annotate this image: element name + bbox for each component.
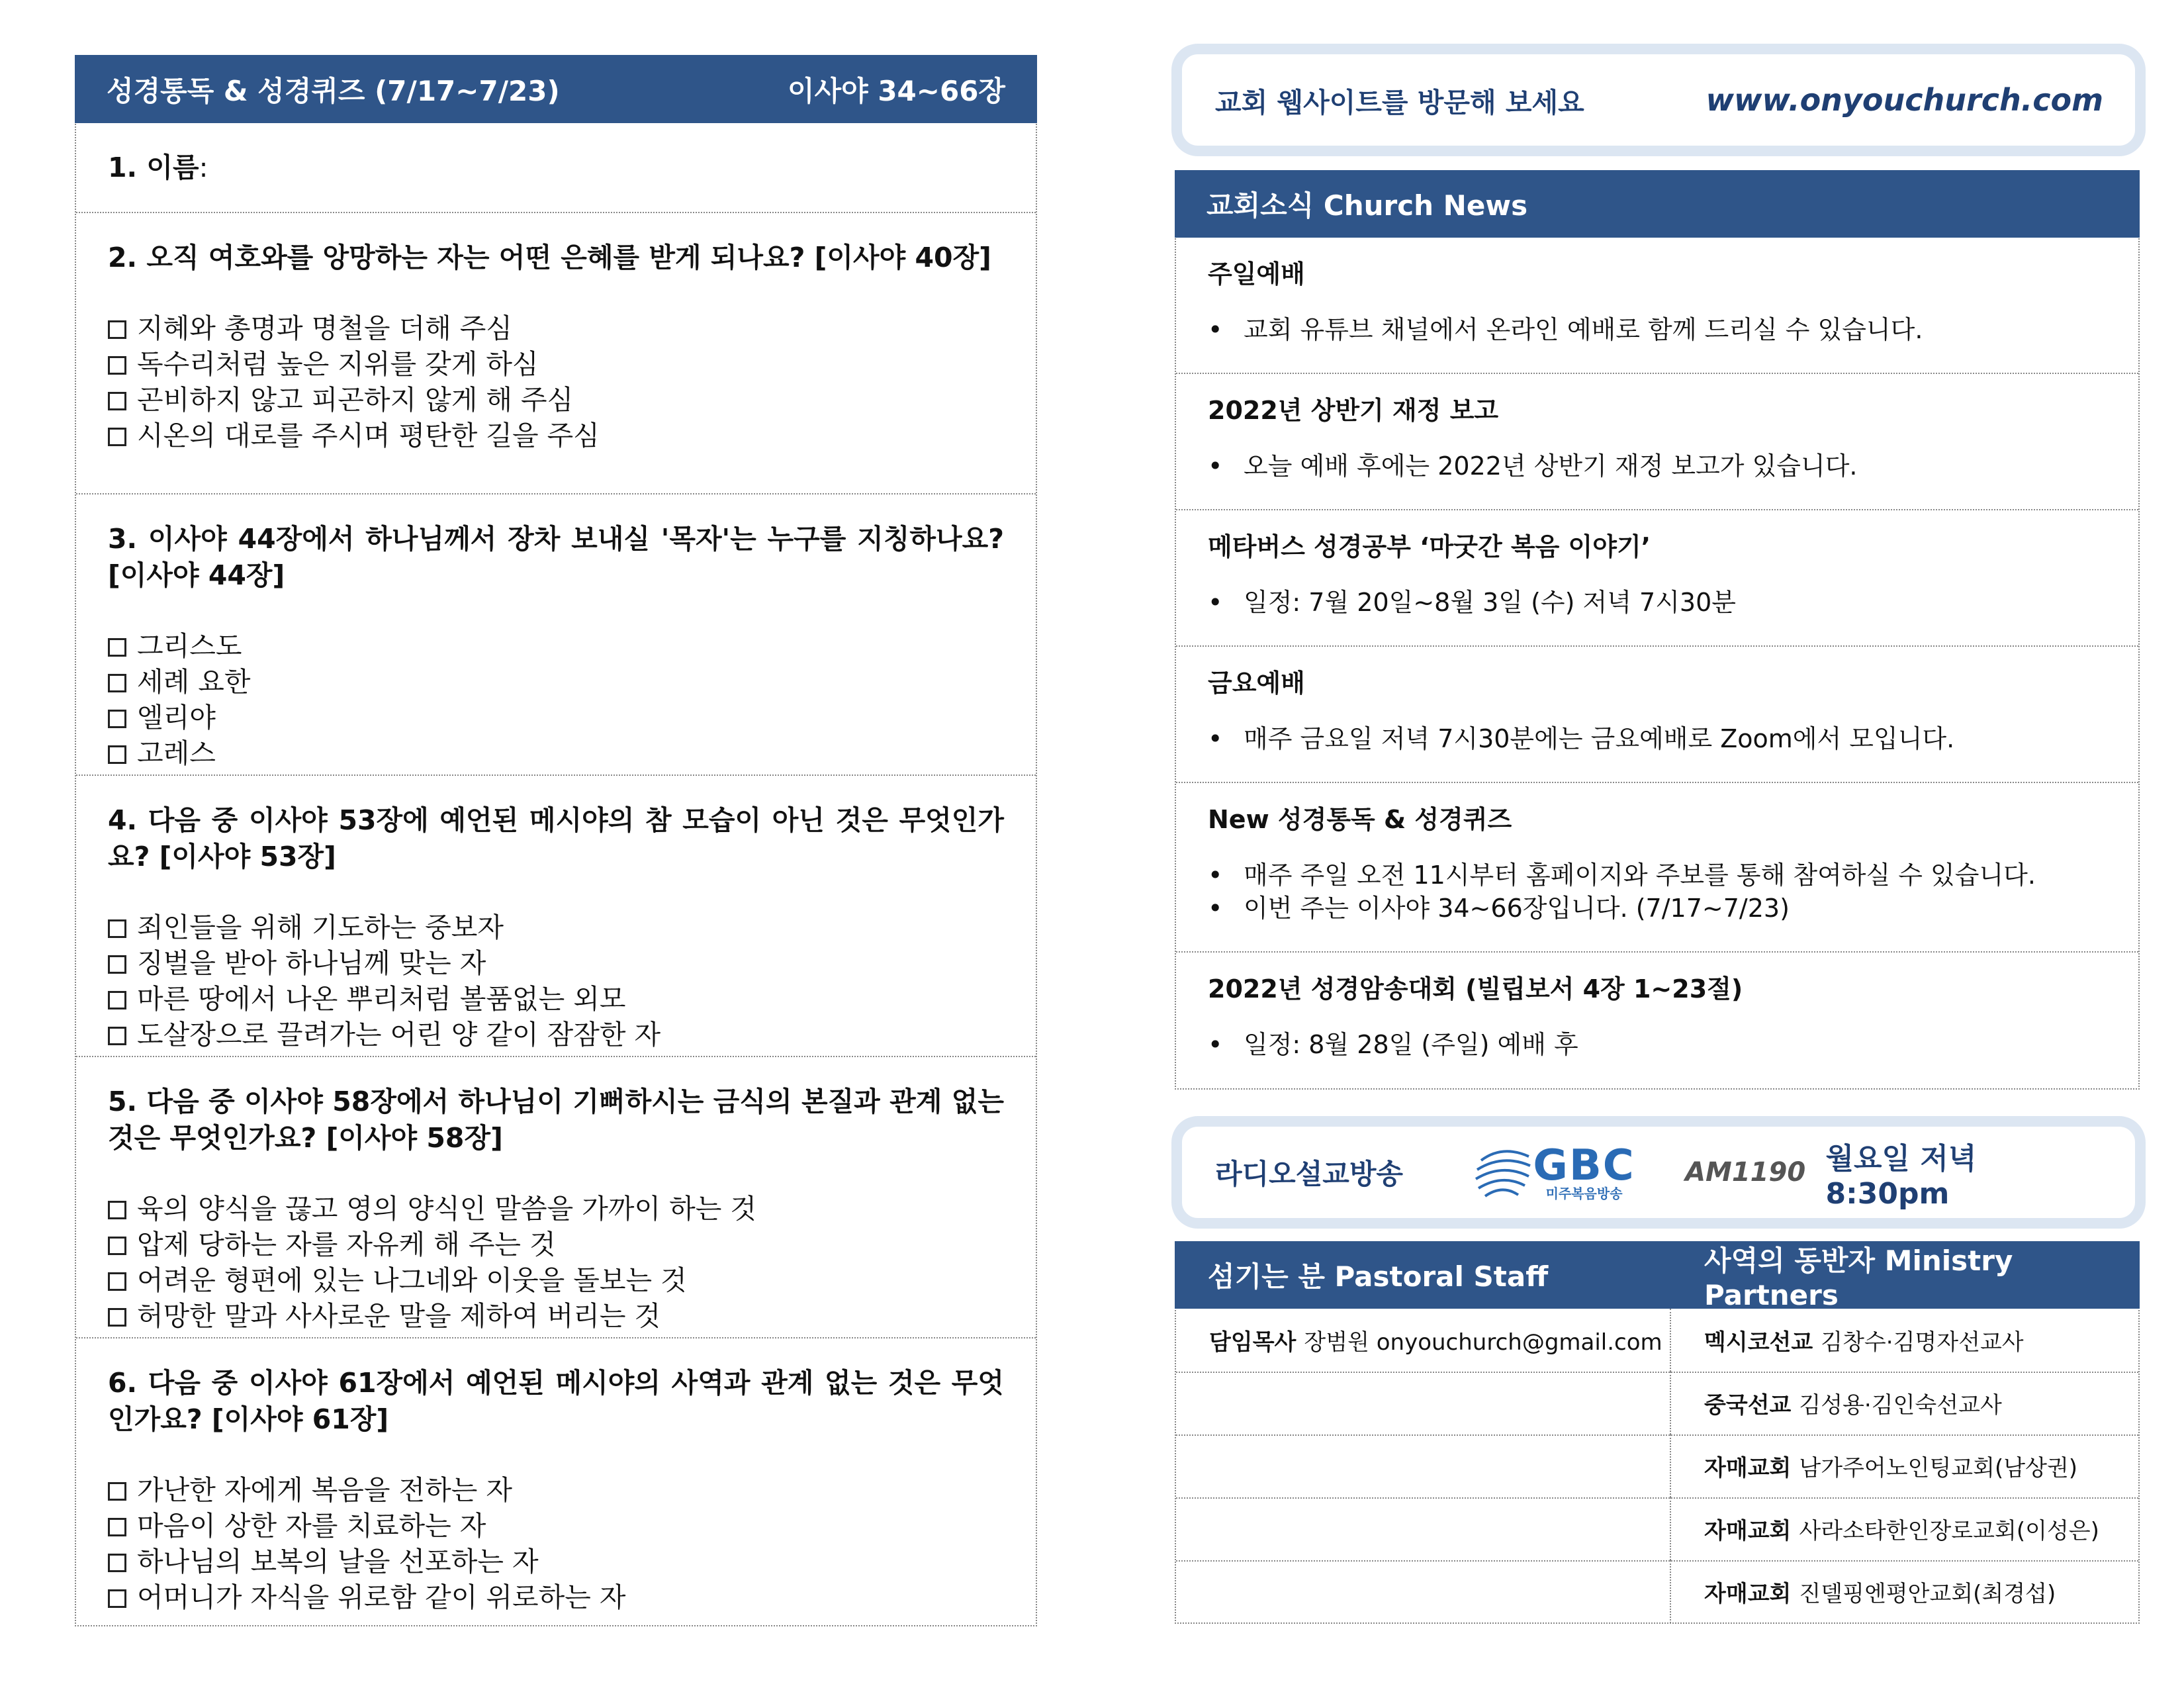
staff-table: [1175, 1241, 2140, 1624]
news-title: New 성경통독 & 성경퀴즈: [1208, 805, 1512, 834]
checkbox-icon[interactable]: [108, 356, 126, 375]
question-title: 3. 이사야 44장에서 하나님께서 장차 보내실 '목자'는 누구를 지칭하나요? [이사야 44장]: [108, 523, 1004, 591]
news-title: 금요예배: [1208, 669, 1305, 698]
answer-option[interactable]: 죄인들을 위해 기도하는 중보자: [108, 910, 1004, 945]
radio-frequency: AM1190: [1685, 1157, 1806, 1188]
answer-option[interactable]: 압제 당하는 자를 자유케 해 주는 것: [108, 1227, 1004, 1262]
answer-option[interactable]: 육의 양식을 끊고 영의 양식인 말씀을 가까이 하는 것: [108, 1191, 1004, 1227]
news-item: • 오늘 예배 후에는 2022년 상반기 재정 보고가 있습니다.: [1208, 449, 2107, 483]
answer-option[interactable]: 고레스: [108, 735, 1004, 771]
news-title: 2022년 성경암송대회 (빌립보서 4장 1~23절): [1208, 974, 1743, 1004]
name-field[interactable]: [76, 123, 1036, 213]
answer-option[interactable]: 그리스도: [108, 628, 1004, 664]
quiz-header: [75, 55, 1037, 123]
answer-option[interactable]: 엘리야: [108, 700, 1004, 735]
staff-cell: 담임목사 장범원 onyouchurch@gmail.com: [1176, 1309, 1671, 1372]
quiz-title: 성경통독 & 성경퀴즈 (7/17~7/23): [107, 74, 560, 107]
news-item: • 교회 유튜브 채널에서 온라인 예배로 함께 드리실 수 있습니다.: [1208, 313, 2107, 346]
staff-cell: [1176, 1372, 1671, 1434]
checkbox-icon[interactable]: [108, 745, 126, 764]
answer-option[interactable]: 도살장으로 끌려가는 어린 양 같이 잠잠한 자: [108, 1017, 1004, 1053]
question-title: 6. 다음 중 이사야 61장에서 예언된 메시야의 사역과 관계 없는 것은 무엇인가요? [이사야 61장]: [108, 1367, 1004, 1435]
answer-option[interactable]: 어려운 형편에 있는 나그네와 이웃을 돌보는 것: [108, 1262, 1004, 1298]
gbc-logo-subtitle: 미주복음방송: [1545, 1186, 1623, 1201]
news-title: 주일예배: [1208, 259, 1305, 289]
question-2: [76, 213, 1036, 494]
question-title: 2. 오직 여호와를 앙망하는 자는 어떤 은혜를 받게 되나요? [이사야 40장]: [108, 242, 991, 273]
news-item: • 매주 금요일 저녁 7시30분에는 금요예배로 Zoom에서 모입니다.: [1208, 722, 2107, 755]
bible-quiz-panel: [75, 55, 1037, 1626]
news-section: [1176, 238, 2138, 374]
checkbox-icon[interactable]: [108, 919, 126, 938]
staff-header: [1175, 1241, 2140, 1309]
checkbox-icon[interactable]: [108, 1518, 126, 1536]
answer-option[interactable]: 가난한 자에게 복음을 전하는 자: [108, 1472, 1004, 1508]
answer-option[interactable]: 독수리처럼 높은 지위를 갖게 하심: [108, 346, 1004, 382]
question-3: [76, 494, 1036, 776]
news-section: [1176, 953, 2138, 1088]
checkbox-icon[interactable]: [108, 1308, 126, 1327]
answer-option[interactable]: 하나님의 보복의 날을 선포하는 자: [108, 1544, 1004, 1579]
staff-cell: [1176, 1560, 1671, 1623]
staff-row: [1176, 1372, 2138, 1436]
news-item: • 이번 주는 이사야 34~66장입니다. (7/17~7/23): [1208, 892, 2107, 925]
church-news-panel: [1175, 170, 2140, 1090]
globe-icon: [1472, 1142, 1533, 1203]
ministry-partners-heading: 사역의 동반자 Ministry Partners: [1704, 1244, 2013, 1311]
partner-cell: 자매교회 남가주어노인팅교회(남상권): [1704, 1455, 2078, 1481]
staff-row: [1176, 1434, 2138, 1499]
question-title: 4. 다음 중 이사야 53장에 예언된 메시야의 참 모습이 아닌 것은 무엇인가요? [이사야 53장]: [108, 804, 1004, 872]
checkbox-icon[interactable]: [108, 991, 126, 1009]
radio-time: 월요일 저녁 8:30pm: [1825, 1141, 1977, 1211]
answer-option[interactable]: 허망한 말과 사사로운 말을 제하여 버리는 것: [108, 1298, 1004, 1334]
checkbox-icon[interactable]: [108, 320, 126, 339]
news-section: [1176, 647, 2138, 783]
answer-option[interactable]: 징벌을 받아 하나님께 맞는 자: [108, 945, 1004, 981]
question-5: [76, 1057, 1036, 1338]
answer-option[interactable]: 마른 땅에서 나온 뿌리처럼 볼품없는 외모: [108, 981, 1004, 1017]
checkbox-icon[interactable]: [108, 1554, 126, 1572]
checkbox-icon[interactable]: [108, 674, 126, 692]
news-section: [1176, 374, 2138, 510]
answer-option[interactable]: 어머니가 자식을 위로함 같이 위로하는 자: [108, 1579, 1004, 1615]
checkbox-icon[interactable]: [108, 955, 126, 974]
staff-cell: [1176, 1497, 1671, 1560]
news-item: • 일정: 7월 20일~8월 3일 (수) 저녁 7시30분: [1208, 586, 2107, 619]
pastoral-staff-heading: 섬기는 분 Pastoral Staff: [1208, 1260, 1549, 1293]
partner-cell: 자매교회 진델핑엔평안교회(최경섭): [1704, 1581, 2056, 1607]
checkbox-icon[interactable]: [108, 1237, 126, 1255]
checkbox-icon[interactable]: [108, 1201, 126, 1219]
website-link[interactable]: www.onyouchurch.com: [1706, 82, 2103, 118]
checkbox-icon[interactable]: [108, 1482, 126, 1501]
news-section: [1176, 783, 2138, 953]
gbc-logo-text: GBC: [1533, 1141, 1635, 1190]
question-title: 5. 다음 중 이사야 58장에서 하나님이 기뻐하시는 금식의 본질과 관계 없는 것은 무엇인가요? [이사야 58장]: [108, 1086, 1004, 1154]
checkbox-icon[interactable]: [108, 1589, 126, 1608]
checkbox-icon[interactable]: [108, 1027, 126, 1045]
checkbox-icon[interactable]: [108, 1272, 126, 1291]
partner-cell: 멕시코선교 김창수·김명자선교사: [1704, 1329, 2024, 1356]
radio-label: 라디오설교방송: [1215, 1158, 1404, 1190]
staff-cell: [1176, 1434, 1671, 1497]
answer-option[interactable]: 곤비하지 않고 피곤하지 않게 해 주심: [108, 382, 1004, 418]
checkbox-icon[interactable]: [108, 428, 126, 446]
partner-cell: 자매교회 사라소타한인장로교회(이성은): [1704, 1518, 2099, 1544]
answer-option[interactable]: 시온의 대로를 주시며 평탄한 길을 주심: [108, 418, 1004, 453]
checkbox-icon[interactable]: [108, 638, 126, 657]
news-header: 교회소식 Church News: [1175, 170, 2140, 238]
question-6: [76, 1338, 1036, 1625]
news-section: [1176, 510, 2138, 647]
website-banner: [1171, 44, 2146, 156]
news-item: • 매주 주일 오전 11시부터 홈페이지와 주보를 통해 참여하실 수 있습니다.: [1208, 859, 2107, 892]
news-title: 메타버스 성경공부 ‘마굿간 복음 이야기’: [1208, 532, 1651, 561]
name-label: 1. 이름: [108, 151, 199, 183]
partner-cell: 중국선교 김성용·김인숙선교사: [1704, 1392, 2002, 1419]
news-item: • 일정: 8월 28일 (주일) 예배 후: [1208, 1028, 2107, 1061]
question-4: [76, 776, 1036, 1057]
quiz-range: 이사야 34~66장: [788, 74, 1005, 107]
checkbox-icon[interactable]: [108, 710, 126, 728]
name-colon: :: [199, 151, 208, 183]
radio-banner: [1171, 1116, 2146, 1229]
staff-row: [1176, 1497, 2138, 1562]
checkbox-icon[interactable]: [108, 392, 126, 410]
staff-row: [1176, 1309, 2138, 1373]
answer-option[interactable]: 마음이 상한 자를 치료하는 자: [108, 1508, 1004, 1544]
news-title: 2022년 상반기 재정 보고: [1208, 396, 1499, 425]
staff-row: [1176, 1560, 2138, 1623]
gbc-logo: [1472, 1142, 1664, 1203]
answer-option[interactable]: 지혜와 총명과 명철을 더해 주심: [108, 310, 1004, 346]
website-label: 교회 웹사이트를 방문해 보세요: [1215, 86, 1584, 118]
answer-option[interactable]: 세례 요한: [108, 664, 1004, 700]
